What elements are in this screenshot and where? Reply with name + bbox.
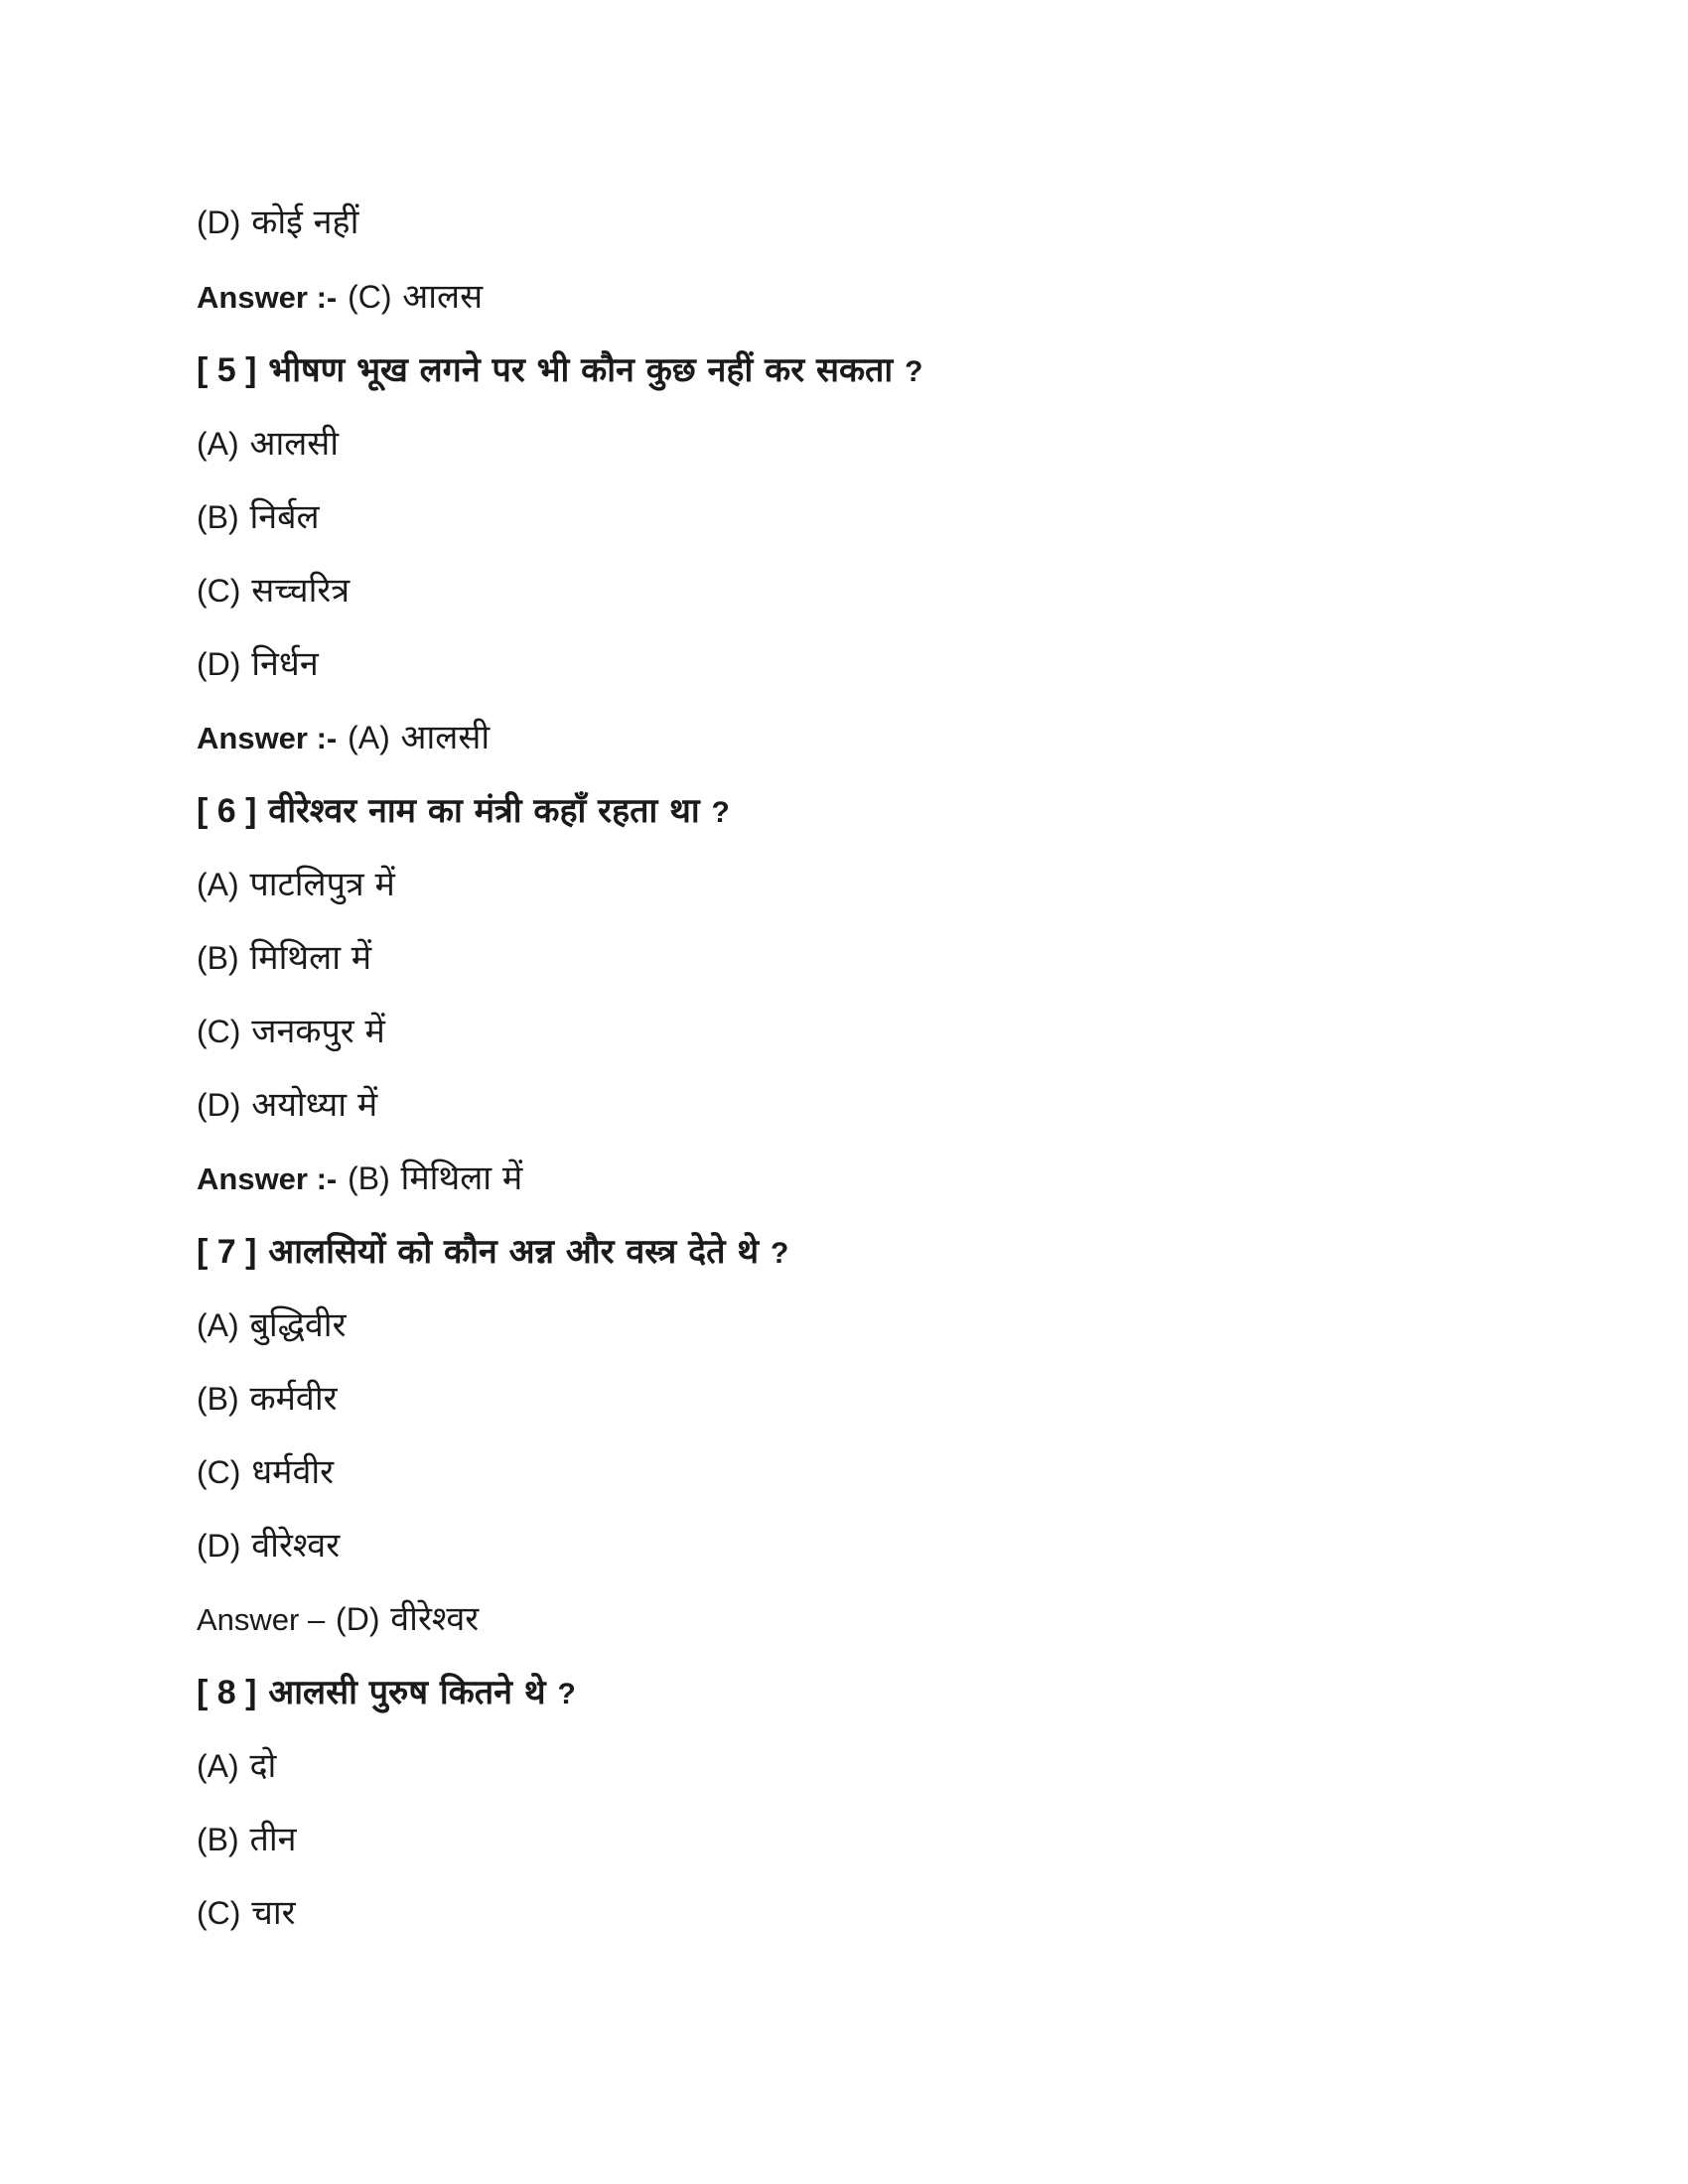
answer-label: Answer :- xyxy=(197,721,338,755)
question-text: आलसी पुरुष कितने थे xyxy=(268,1673,546,1712)
option-b xyxy=(197,1810,297,1869)
option-letter: (A) xyxy=(197,867,239,902)
option-b xyxy=(197,1369,338,1429)
option-b xyxy=(197,928,371,988)
option-a xyxy=(197,855,395,914)
question-text: वीरेश्वर नाम का मंत्री कहाँ रहता था xyxy=(268,791,700,831)
option-text: बुद्धिवीर xyxy=(249,1305,347,1345)
option-text: चार xyxy=(251,1893,296,1933)
option-text: तीन xyxy=(249,1820,297,1859)
answer-letter: (B) xyxy=(348,1160,390,1196)
question-mark: ? xyxy=(905,355,923,388)
answer-text: आलस xyxy=(402,277,484,317)
option-d xyxy=(197,1516,340,1575)
question-8 xyxy=(197,1663,576,1722)
option-d xyxy=(197,1075,377,1135)
question-number: [ 7 ] xyxy=(197,1233,257,1271)
option-text: निर्धन xyxy=(251,644,319,684)
option-text: मिथिला में xyxy=(249,938,372,978)
answer-line xyxy=(197,708,490,767)
option-c xyxy=(197,561,350,620)
option-a xyxy=(197,414,339,474)
answer-text: आलसी xyxy=(400,718,491,757)
question-mark: ? xyxy=(557,1678,576,1710)
option-letter: (C) xyxy=(197,1454,241,1490)
option-letter: (B) xyxy=(197,499,239,535)
question-mark: ? xyxy=(770,1237,789,1270)
option-text: दो xyxy=(249,1746,277,1786)
answer-text: मिथिला में xyxy=(400,1159,523,1198)
option-letter: (C) xyxy=(197,1895,241,1931)
option-letter: (C) xyxy=(197,573,241,609)
option-text: वीरेश्वर xyxy=(251,1526,341,1566)
option-letter: (D) xyxy=(197,646,241,682)
option-letter: (A) xyxy=(197,1748,239,1784)
option-letter: (D) xyxy=(197,1087,241,1123)
option-c xyxy=(197,1442,334,1502)
option-letter: (A) xyxy=(197,426,239,462)
option-text: आलसी xyxy=(249,424,340,464)
option-text: कोई नहीं xyxy=(251,203,359,242)
answer-letter: (C) xyxy=(348,279,392,315)
answer-text: वीरेश्वर xyxy=(390,1599,480,1639)
option-letter: (A) xyxy=(197,1307,239,1343)
option-letter: (B) xyxy=(197,1822,239,1857)
question-5 xyxy=(197,341,922,400)
option-letter: (D) xyxy=(197,205,241,240)
option-c xyxy=(197,1002,385,1061)
option-letter: (B) xyxy=(197,940,239,976)
option-a xyxy=(197,1736,276,1796)
answer-letter: (D) xyxy=(336,1601,380,1637)
option-d xyxy=(197,634,319,694)
answer-line xyxy=(197,267,483,327)
answer-label: Answer :- xyxy=(197,1161,338,1196)
option-text: अयोध्या में xyxy=(251,1085,378,1125)
option-text: जनकपुर में xyxy=(251,1012,385,1051)
option-a xyxy=(197,1296,346,1355)
answer-line xyxy=(197,1589,479,1649)
option-letter: (D) xyxy=(197,1528,241,1564)
question-number: [ 6 ] xyxy=(197,792,257,830)
option-text: पाटलिपुत्र में xyxy=(249,865,395,904)
option-d xyxy=(197,193,358,252)
answer-letter: (A) xyxy=(348,720,390,755)
option-c xyxy=(197,1883,296,1943)
question-mark: ? xyxy=(711,796,730,829)
question-number: [ 5 ] xyxy=(197,351,257,389)
question-7 xyxy=(197,1222,788,1282)
option-text: निर्बल xyxy=(249,497,320,537)
answer-line xyxy=(197,1149,522,1208)
answer-label: Answer – xyxy=(197,1602,326,1637)
option-text: धर्मवीर xyxy=(251,1452,335,1492)
option-text: सच्चरित्र xyxy=(251,571,351,611)
option-b xyxy=(197,487,320,547)
question-text: आलसियों को कौन अन्न और वस्त्र देते थे xyxy=(268,1232,760,1272)
option-letter: (C) xyxy=(197,1014,241,1049)
option-text: कर्मवीर xyxy=(249,1379,338,1419)
question-text: भीषण भूख लगने पर भी कौन कुछ नहीं कर सकता xyxy=(268,350,894,390)
answer-label: Answer :- xyxy=(197,280,338,315)
question-number: [ 8 ] xyxy=(197,1674,257,1711)
question-6 xyxy=(197,781,730,841)
option-letter: (B) xyxy=(197,1381,239,1417)
